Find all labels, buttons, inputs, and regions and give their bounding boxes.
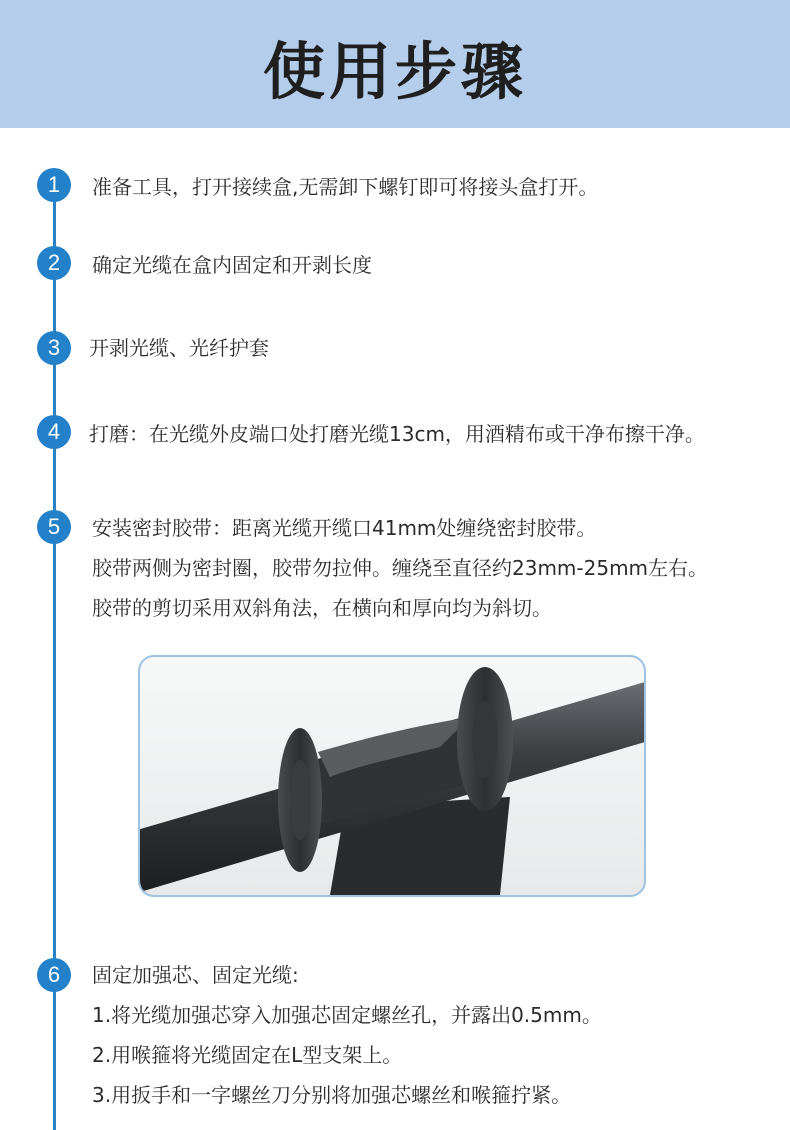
step-1-text: 准备工具，打开接续盒,无需卸下螺钉即可将接头盒打开。 [92,175,599,199]
cable-sealing-tape-photo [138,655,646,897]
step-6-line-4: 3.用扳手和一字螺丝刀分别将加强芯螺丝和喉箍拧紧。 [92,1083,572,1107]
header-banner [0,0,790,128]
step-6-line-1: 固定加强芯、固定光缆: [92,963,299,987]
page-title: 使用步骤 [262,35,527,108]
cable-illustration [140,657,644,895]
step-5-line-3: 胶带的剪切采用双斜角法，在横向和厚向均为斜切。 [92,596,552,620]
step-5-line-1: 安装密封胶带：距离光缆开缆口41mm处缠绕密封胶带。 [92,516,597,540]
step-number-4: 4 [37,415,71,449]
step-number-6: 6 [37,958,71,992]
step-2-text: 确定光缆在盒内固定和开剥长度 [92,253,372,277]
step-4-text: 打磨：在光缆外皮端口处打磨光缆13cm，用酒精布或干净布擦干净。 [89,422,705,446]
step-number-2: 2 [37,246,71,280]
step-6-line-3: 2.用喉箍将光缆固定在L型支架上。 [92,1043,403,1067]
step-3-text: 开剥光缆、光纤护套 [89,336,269,360]
step-number-3: 3 [37,331,71,365]
step-number-1: 1 [37,168,71,202]
step-number-5: 5 [37,510,71,544]
step-5-line-2: 胶带两侧为密封圈，胶带勿拉伸。缠绕至直径约23mm-25mm左右。 [92,556,709,580]
step-6-line-2: 1.将光缆加强芯穿入加强芯固定螺丝孔，并露出0.5mm。 [92,1003,602,1027]
